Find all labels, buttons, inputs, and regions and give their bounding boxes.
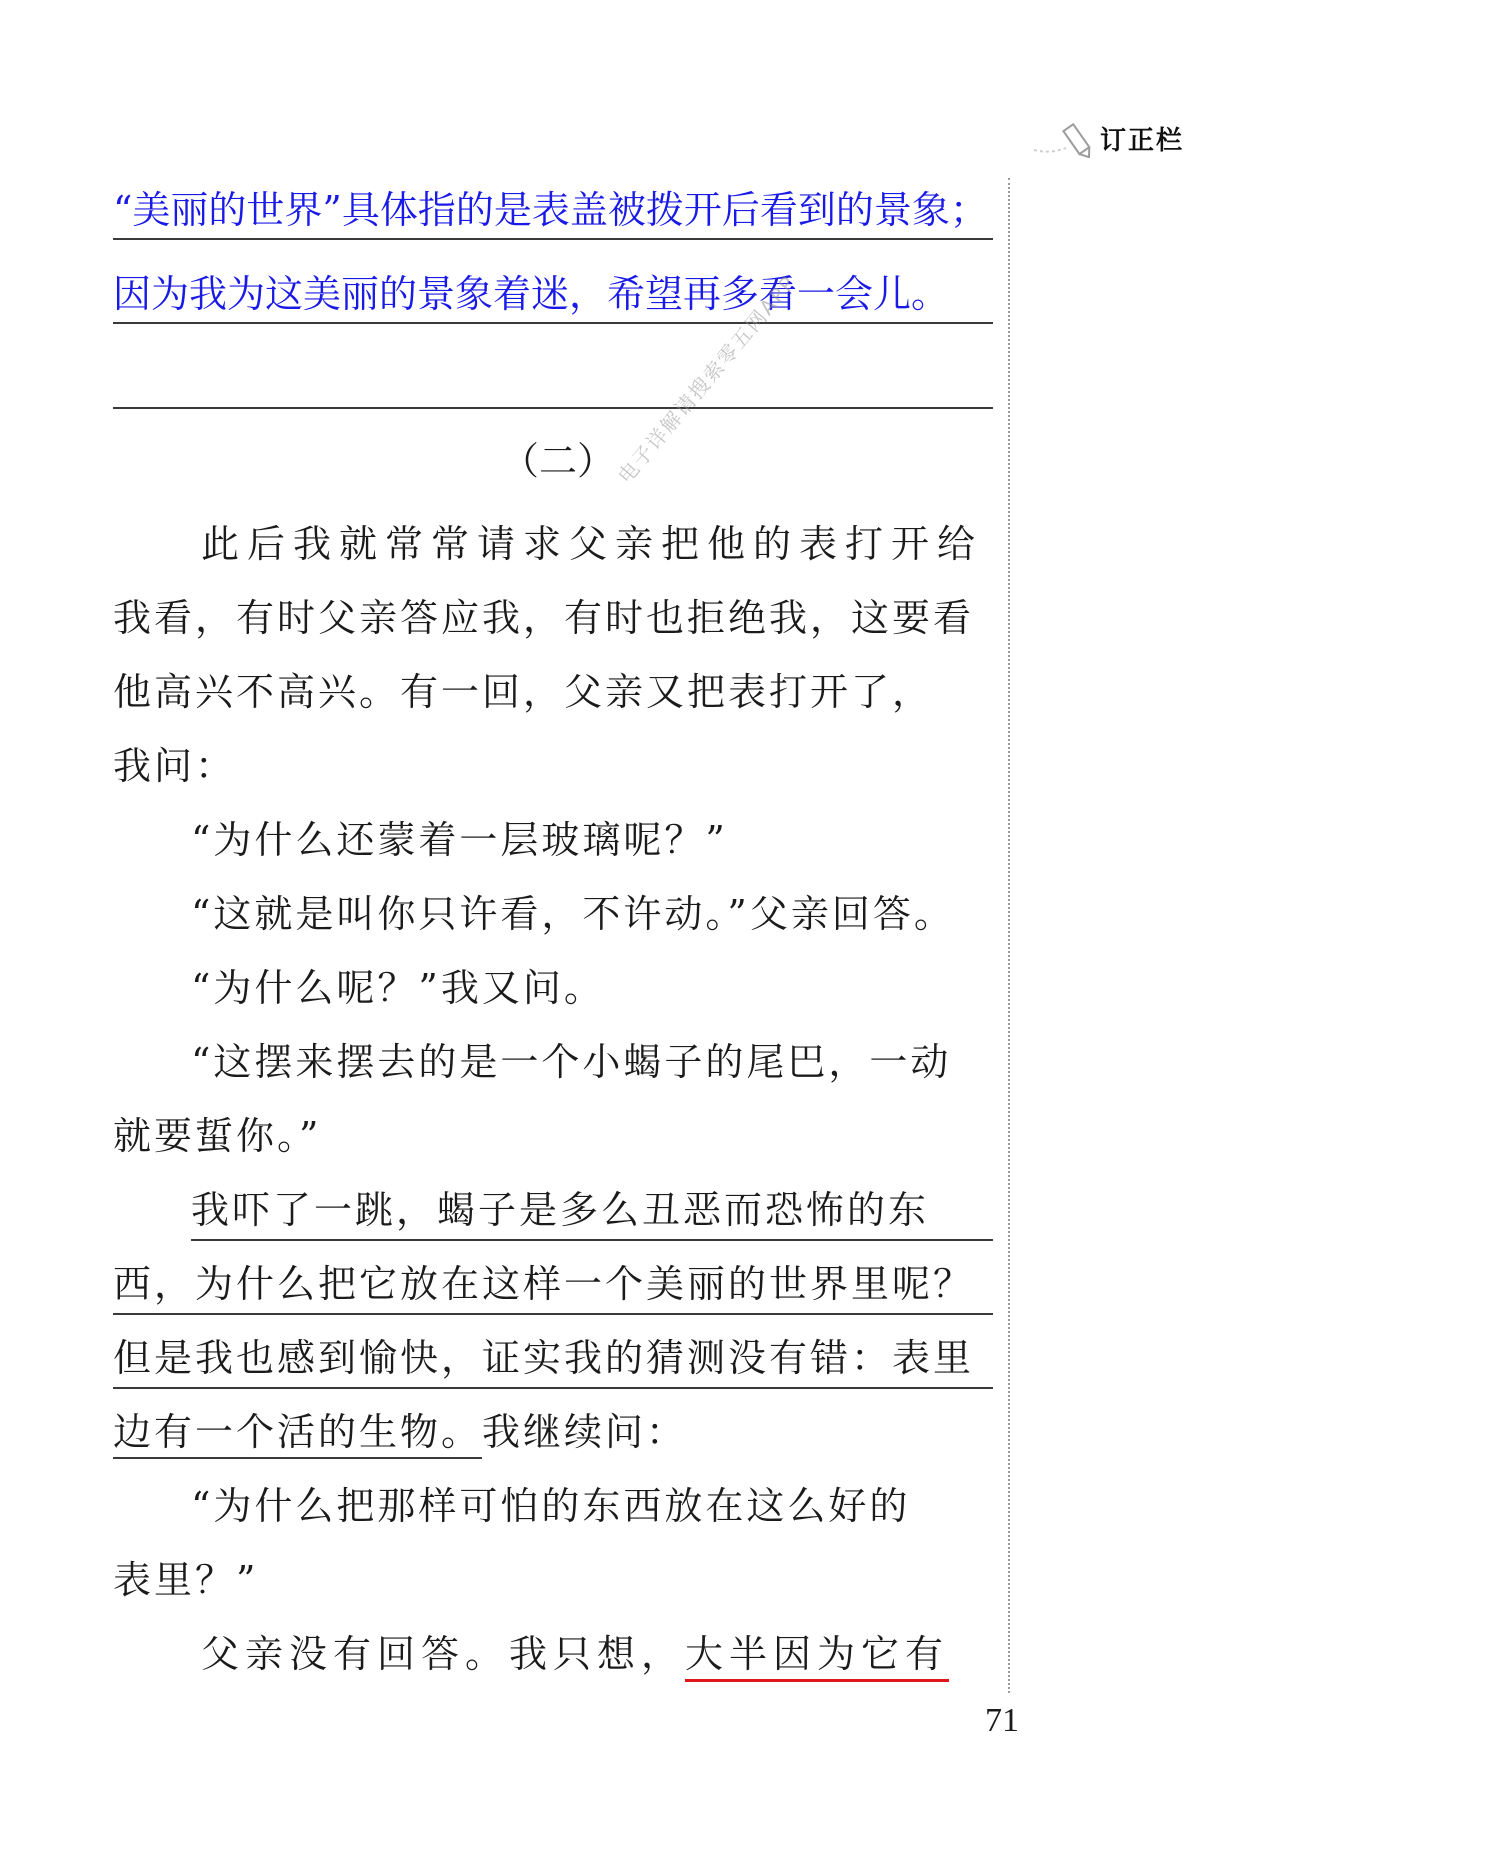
paragraph-8-text: 父亲没有回答。我只想， [201,1632,686,1676]
paragraph-3: “这就是叫你只许看，不许动。”父亲回答。 [191,892,955,936]
paragraph-7-line-1: “为什么把那样可怕的东西放在这么好的 [191,1484,911,1528]
pencil-icon [1030,118,1100,158]
underlined-text: 边有一个活的生物。 [113,1410,482,1459]
answer-line-2: 因为我为这美丽的景象着迷，希望再多看一会儿。 [113,268,993,324]
red-underlined-text: 大半因为它有 [685,1632,949,1682]
paragraph-1-line-2: 我看，有时父亲答应我，有时也拒绝我，这要看 [113,596,975,640]
section-title: （二） [500,439,615,483]
paragraph-2: “为什么还蒙着一层玻璃呢？” [191,818,728,862]
paragraph-6-line-4 [113,1406,993,1458]
paragraph-6-line-4-tail: 我继续问： [482,1410,688,1454]
page-number: 71 [985,1702,1019,1739]
paragraph-6-line-3 [113,1332,993,1389]
correction-column-title: 订正栏 [1100,125,1185,156]
paragraph-1-line-1: 此后我就常常请求父亲把他的表打开给 [201,522,984,566]
paragraph-7-line-2: 表里？” [113,1558,259,1602]
underlined-text: 我吓了一跳，蝎子是多么丑恶而恐怖的东 [191,1184,993,1241]
paragraph-4: “为什么呢？”我又问。 [191,966,605,1010]
correction-column-header [1030,118,1184,158]
paragraph-1-line-3: 他高兴不高兴。有一回，父亲又把表打开了， [113,670,934,714]
paragraph-5-line-2: 就要蜇你。” [113,1114,322,1158]
blank-answer-line [113,407,993,409]
watermark: 电子详解请搜索零五网APP [613,270,802,488]
paragraph-5-line-1: “这摆来摆去的是一个小蝎子的尾巴，一动 [191,1040,952,1084]
paragraph-1-line-4: 我问： [113,744,237,788]
answer-line-1: “美丽的世界”具体指的是表盖被拨开后看到的景象； [113,184,993,240]
paragraph-6-line-2 [113,1258,993,1315]
underlined-text: 但是我也感到愉快，证实我的猜测没有错：表里 [113,1332,993,1389]
paragraph-8-line-1 [113,1628,993,1680]
underlined-text: 西，为什么把它放在这样一个美丽的世界里呢？ [113,1258,993,1315]
paragraph-6-line-1 [191,1184,993,1241]
